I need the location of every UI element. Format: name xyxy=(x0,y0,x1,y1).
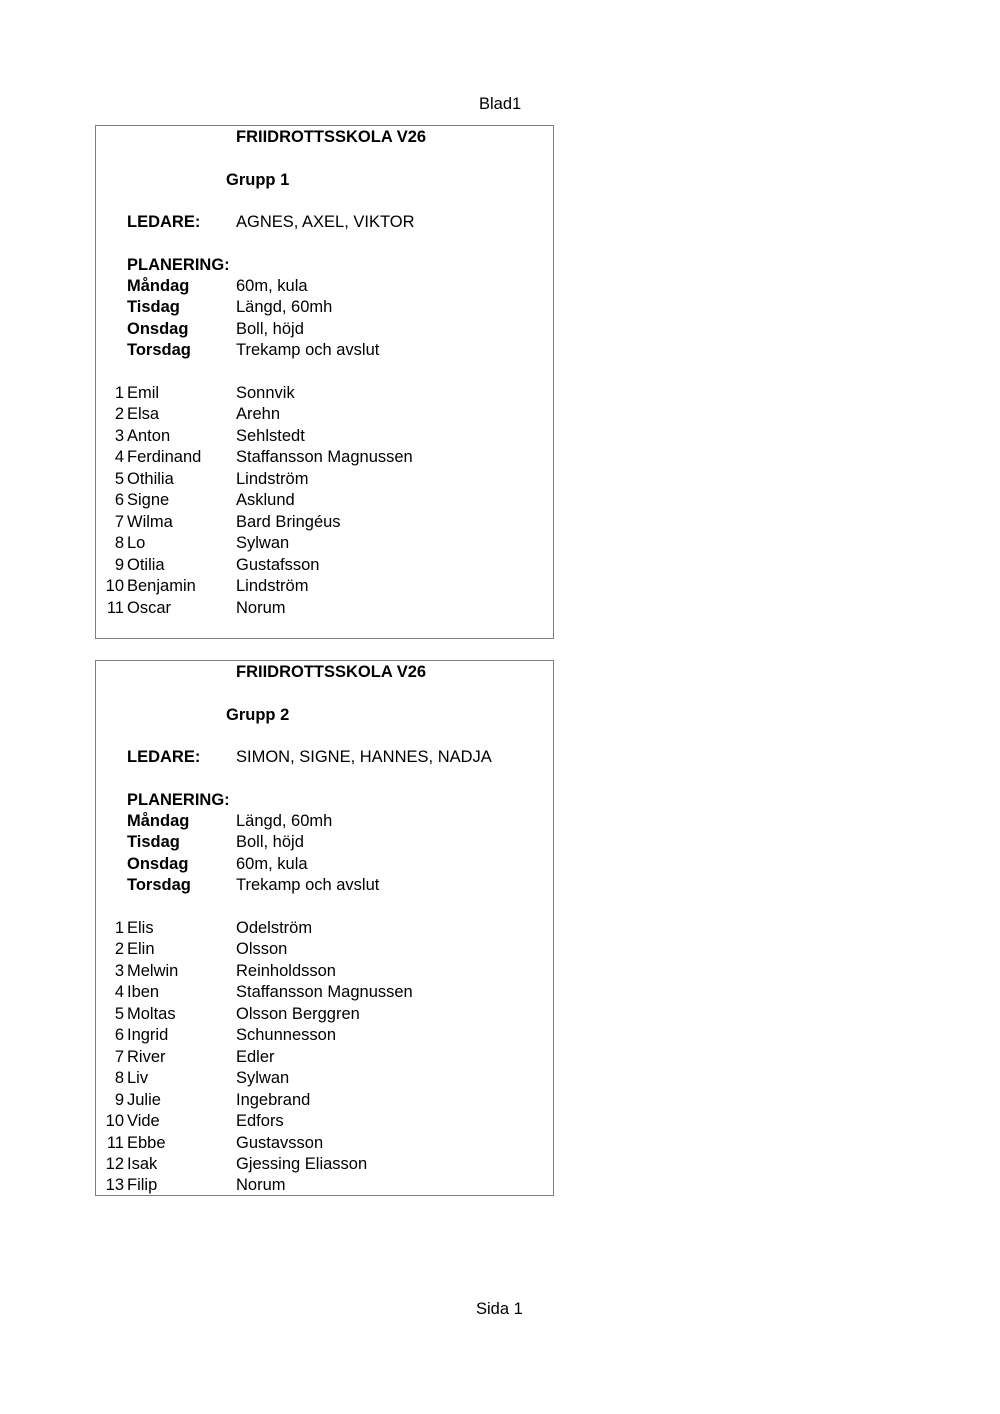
participant-first-name: Elis xyxy=(127,919,154,937)
participant-last-name: Gustafsson xyxy=(236,555,320,574)
participant-number: 1 xyxy=(114,384,124,402)
participant-first-name: Emil xyxy=(127,384,160,402)
participant-first-name: Ferdinand xyxy=(127,448,202,467)
schedule-activity: Boll, höjd xyxy=(236,319,304,338)
participant-last-name: Sylwan xyxy=(236,534,290,553)
participant-number: 11 xyxy=(106,1133,124,1152)
participant-first-name: Isak xyxy=(127,1154,158,1173)
participant-first-name: Liv xyxy=(127,1069,149,1088)
participant-last-name: Olsson Berggren xyxy=(236,1004,360,1023)
schedule-activity: Trekamp och avslut xyxy=(236,341,380,360)
participant-last-name: Gjessing Eliasson xyxy=(236,1154,368,1173)
participant-last-name: Arehn xyxy=(236,405,281,424)
participant-last-name: Staffansson Magnussen xyxy=(236,983,413,1002)
participant-first-name: Elsa xyxy=(127,405,160,424)
schedule-day: Måndag xyxy=(127,812,190,830)
group-box-2 xyxy=(95,660,554,1196)
participant-number: 7 xyxy=(114,512,124,531)
schedule-day: Onsdag xyxy=(127,319,189,338)
participant-first-name: Oscar xyxy=(127,598,172,617)
participant-number: 3 xyxy=(114,426,124,445)
participant-number: 10 xyxy=(105,1112,124,1131)
participant-last-name: Edfors xyxy=(236,1112,284,1131)
schedule-activity: Längd, 60mh xyxy=(236,298,333,317)
participant-number: 6 xyxy=(114,1026,124,1045)
participant-first-name: Ingrid xyxy=(127,1026,169,1045)
participant-number: 11 xyxy=(106,598,124,617)
leaders-value: AGNES, AXEL, VIKTOR xyxy=(236,213,415,231)
leaders-label: LEDARE: xyxy=(127,213,201,231)
group-name: Grupp 1 xyxy=(226,171,290,189)
participant-first-name: Vide xyxy=(127,1112,160,1131)
group-title: FRIIDROTTSSKOLA V26 xyxy=(236,663,427,681)
participant-number: 4 xyxy=(114,983,124,1002)
participant-first-name: Iben xyxy=(127,983,160,1002)
participant-number: 1 xyxy=(114,919,124,937)
participant-first-name: Otilia xyxy=(127,555,165,574)
participant-last-name: Sylwan xyxy=(236,1069,290,1088)
participant-number: 8 xyxy=(114,1069,124,1088)
participant-number: 5 xyxy=(114,469,124,488)
participant-number: 2 xyxy=(114,405,124,424)
participant-last-name: Ingebrand xyxy=(236,1090,311,1109)
participant-last-name: Gustavsson xyxy=(236,1133,324,1152)
participant-first-name: Benjamin xyxy=(127,577,196,596)
participant-last-name: Odelström xyxy=(236,919,313,937)
participant-last-name: Reinholdsson xyxy=(236,961,336,980)
schedule-activity: Längd, 60mh xyxy=(236,812,333,830)
participant-last-name: Asklund xyxy=(236,491,295,510)
participant-first-name: Anton xyxy=(127,426,171,445)
schedule-activity: Boll, höjd xyxy=(236,833,304,852)
participant-last-name: Bard Bringéus xyxy=(236,512,341,531)
schedule-day: Onsdag xyxy=(127,854,189,873)
schedule-day: Måndag xyxy=(127,277,190,295)
participant-first-name: Moltas xyxy=(127,1004,176,1023)
participant-number: 9 xyxy=(114,555,124,574)
participant-last-name: Olsson xyxy=(236,940,288,959)
schedule-day: Torsdag xyxy=(127,341,191,360)
leaders-label: LEDARE: xyxy=(127,748,201,766)
participant-last-name: Sehlstedt xyxy=(236,426,305,445)
participant-first-name: Signe xyxy=(127,491,170,510)
schedule-activity: Trekamp och avslut xyxy=(236,876,380,895)
participant-number: 6 xyxy=(114,491,124,510)
schedule-day: Torsdag xyxy=(127,876,191,895)
participant-number: 12 xyxy=(105,1154,124,1173)
participant-last-name: Schunnesson xyxy=(236,1026,336,1045)
participant-last-name: Norum xyxy=(236,598,286,617)
group-name: Grupp 2 xyxy=(226,706,290,724)
schedule-activity: 60m, kula xyxy=(236,854,308,873)
participant-number: 5 xyxy=(114,1004,124,1023)
participant-number: 8 xyxy=(114,534,124,553)
sheet-label: Blad1 xyxy=(479,95,522,113)
participant-first-name: Julie xyxy=(127,1090,161,1109)
schedule-day: Tisdag xyxy=(127,298,180,317)
participant-last-name: Norum xyxy=(236,1176,286,1195)
participant-last-name: Lindström xyxy=(236,469,309,488)
participant-first-name: Melwin xyxy=(127,961,179,980)
participant-number: 7 xyxy=(114,1047,124,1066)
schedule-day: Tisdag xyxy=(127,833,180,852)
participant-last-name: Staffansson Magnussen xyxy=(236,448,413,467)
participant-number: 10 xyxy=(105,577,124,596)
group-box-1 xyxy=(95,125,554,639)
planning-label: PLANERING: xyxy=(127,256,230,274)
participant-last-name: Edler xyxy=(236,1047,275,1066)
participant-number: 2 xyxy=(114,940,124,959)
planning-label: PLANERING: xyxy=(127,791,230,809)
schedule-activity: 60m, kula xyxy=(236,277,308,295)
participant-number: 13 xyxy=(105,1176,124,1195)
participant-first-name: Elin xyxy=(127,940,155,959)
participant-first-name: Filip xyxy=(127,1176,158,1195)
participant-first-name: River xyxy=(127,1047,166,1066)
participant-last-name: Sonnvik xyxy=(236,384,295,402)
participant-number: 4 xyxy=(114,448,124,467)
participant-first-name: Lo xyxy=(127,534,146,553)
participant-first-name: Wilma xyxy=(127,512,173,531)
participant-first-name: Othilia xyxy=(127,469,174,488)
leaders-value: SIMON, SIGNE, HANNES, NADJA xyxy=(236,748,492,766)
participant-number: 9 xyxy=(114,1090,124,1109)
group-title: FRIIDROTTSSKOLA V26 xyxy=(236,128,427,146)
participant-first-name: Ebbe xyxy=(127,1133,166,1152)
participant-last-name: Lindström xyxy=(236,577,309,596)
participant-number: 3 xyxy=(114,961,124,980)
page-label: Sida 1 xyxy=(476,1300,523,1318)
